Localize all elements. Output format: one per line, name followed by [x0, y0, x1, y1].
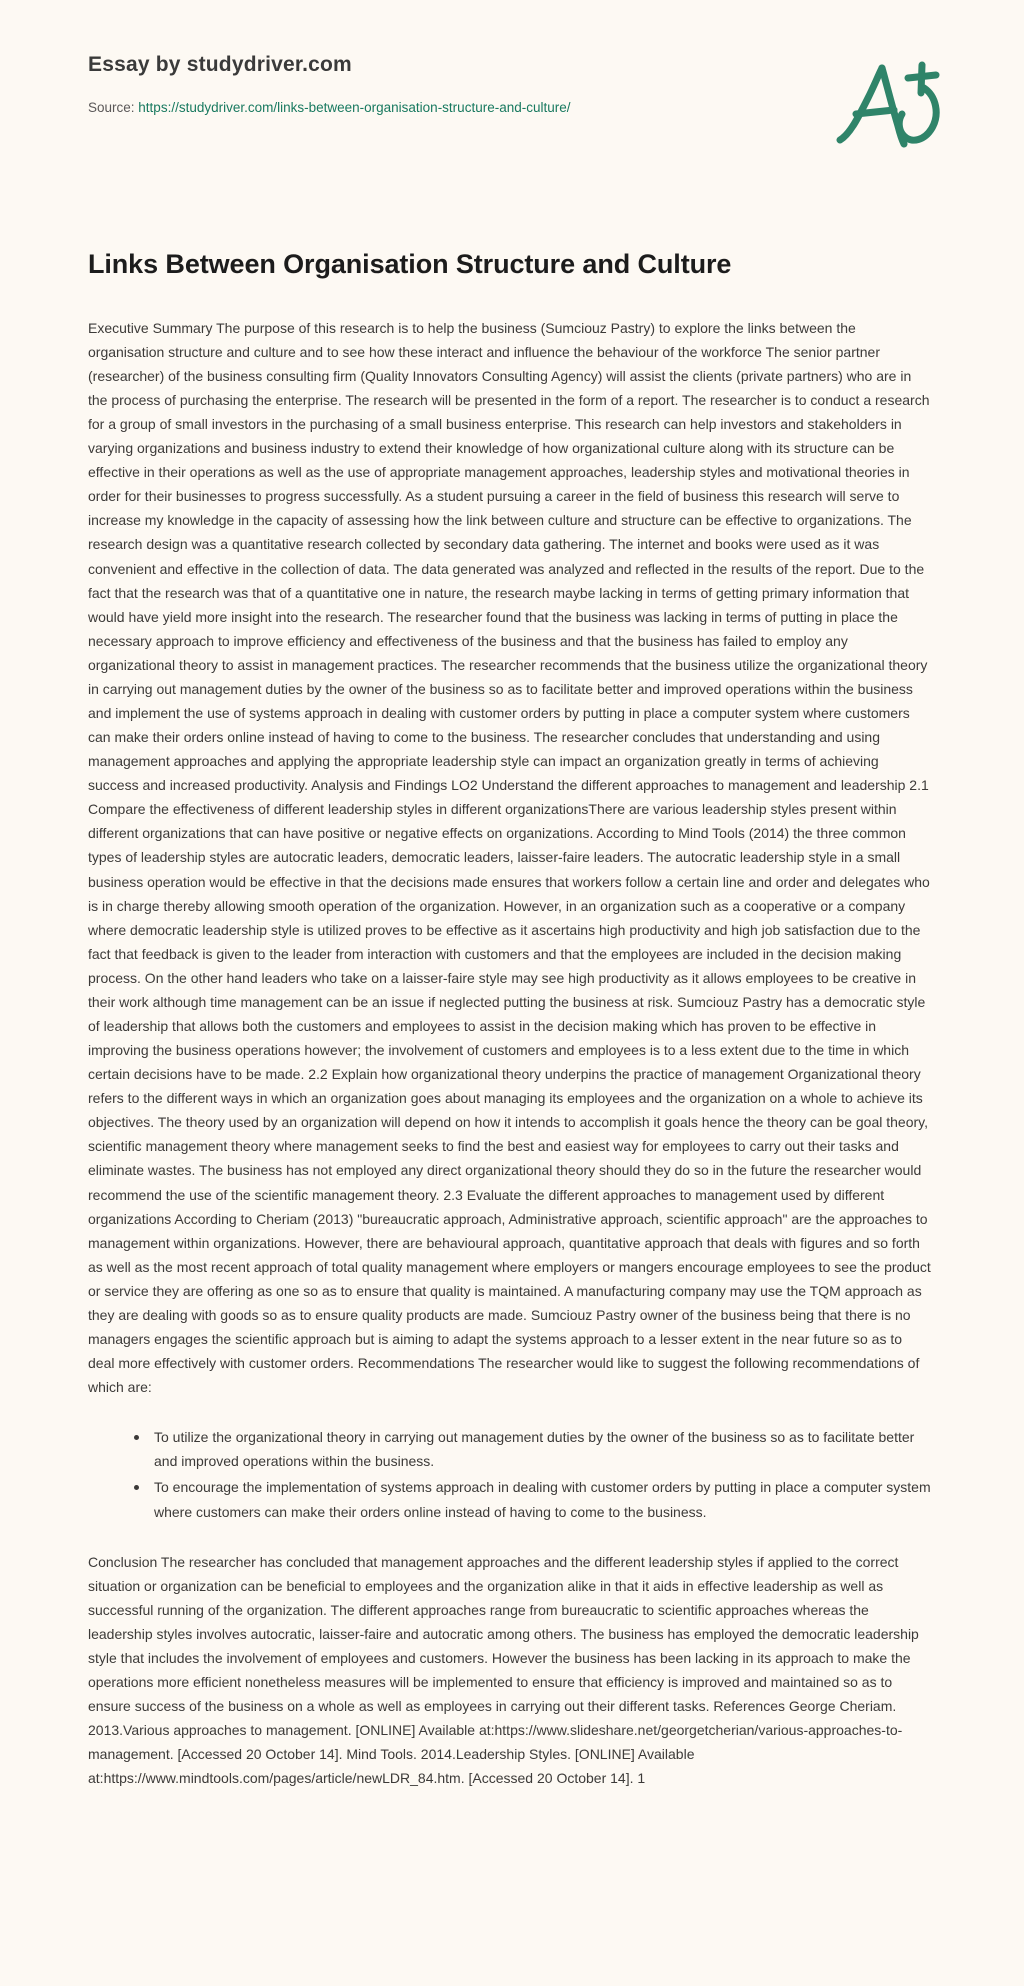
- brand-title: Essay by studydriver.com: [88, 53, 352, 76]
- source-label: Source:: [88, 100, 135, 116]
- list-item: To encourage the implementation of systems approach in dealing with customer orders by putting in place a computer system where customers can make their orders online instead of having to come to the business.: [134, 1475, 932, 1523]
- page-title: Links Between Organisation Structure and Culture: [88, 249, 732, 279]
- essay-content: [0, 248, 1024, 1830]
- source-url-link[interactable]: https://studydriver.com/links-between-organisation-structure-and-culture/: [138, 100, 571, 116]
- essay-body-paragraph: Executive Summary The purpose of this research is to help the business (Sumciouz Pastry) to explore the links between the organisation structure and culture and to see how these interact and influence the behaviour of the workforce The senior partner (researcher) of the business consulting firm (Quality Innovators Consulting Agency) will assist the clients (private partners) who are in the process of purchasing the enterprise. The research will be presented in the form of a report. The researcher is to conduct a research for a group of small investors in the purchasing of a small business enterprise. This research can help investors and stakeholders in varying organizations and business industry to extend their knowledge of how organizational culture along with its structure can be effective in their operations as well as the use of appropriate management approaches, leadership styles and motivational theories in order for their businesses to progress successfully. As a student pursuing a career in the field of business this research will serve to increase my knowledge in the capacity of assessing how the link between culture and structure can be effective to organizations. The research design was a quantitative research collected by secondary data gathering. The internet and books were used as it was convenient and effective in the collection of data. The data generated was analyzed and reflected in the results of the report. Due to the fact that the research was that of a quantitative one in nature, the research maybe lacking in terms of getting primary information that would have yield more insight into the research. The researcher found that the business was lacking in terms of putting in place the necessary approach to improve efficiency and effectiveness of the business and that the business has failed to employ any organizational theory to assist in management practices. The researcher recommends that the business utilize the organizational theory in carrying out management duties by the owner of the business so as to facilitate better and improved operations within the business and implement the use of systems approach in dealing with customer orders by putting in place a computer system where customers can make their orders online instead of having to come to the business. The researcher concludes that understanding and using management approaches and applying the appropriate leadership style can impact an organization greatly in terms of achieving success and increased productivity. Analysis and Findings LO2 Understand the different approaches to management and leadership 2.1 Compare the effectiveness of different leadership styles in different organizationsThere are various leadership styles present within different organizations that can have positive or negative effects on organizations. According to Mind Tools (2014) the three common types of leadership styles are autocratic leaders, democratic leaders, laisser-faire leaders. The autocratic leadership style in a small business operation would be effective in that the decisions made ensures that workers follow a certain line and order and delegates who is in charge thereby allowing smooth operation of the organization. However, in an organization such as a cooperative or a company where democratic leadership style is utilized proves to be effective as it ascertains high productivity and high job satisfaction due to the fact that feedback is given to the leader from interaction with customers and that the employees are included in the decision making process. On the other hand leaders who take on a laisser-faire style may see high productivity as it allows employees to be creative in their work although time management can be an issue if neglected putting the business at risk. Sumciouz Pastry has a democratic style of leadership that allows both the customers and employees to assist in the decision making which has proven to be effective in improving the business operations however; the involvement of customers and employees is to a less extent due to the time in which certain decisions have to be made. 2.2 Explain how organizational theory underpins the practice of management Organizational theory refers to the different ways in which an organization goes about managing its employees and the organization on a whole to achieve its objectives. The theory used by an organization will depend on how it intends to accomplish it goals hence the theory can be goal theory, scientific management theory where management seeks to find the best and easiest way for employees to carry out their tasks and eliminate wastes. The business has not employed any direct organizational theory should they do so in the future the researcher would recommend the use of the scientific management theory. 2.3 Evaluate the different approaches to management used by different organizations According to Cheriam (2013) "bureaucratic approach, Administrative approach, scientific approach" are the approaches to management within organizations. However, there are behavioural approach, quantitative approach that deals with figures and so forth as well as the most recent approach of total quality management where employers or mangers encourage employees to see the product or service they are offering as one so as to ensure that quality is maintained. A manufacturing company may use the TQM approach as they are dealing with goods so as to ensure quality products are made. Sumciouz Pastry owner of the business being that there is no managers engages the scientific approach but is aiming to adapt the systems approach to a lesser extent in the near future so as to deal more effectively with customer orders. Recommendations The researcher would like to suggest the following recommendations of which are:: [88, 319, 931, 1396]
- conclusion-and-references-paragraph: Conclusion The researcher has concluded that management approaches and the different leadership styles if applied to the correct situation or organization can be beneficial to employees and the organization alike in that it aids in effective leadership as well as successful running of the organization. The different approaches range from bureaucratic to scientific approaches whereas the leadership styles involves autocratic, laisser-faire and autocratic among others. The business has employed the democratic leadership style that includes the involvement of employees and customers. However the business has been lacking in its approach to make the operations more efficient nonetheless measures will be implemented to ensure that efficiency is improved and maintained so as to ensure success of the business on a whole as well as employees in carrying out their different tasks. References George Cheriam. 2013.Various approaches to management. [ONLINE] Available at:https://www.slideshare.net/georgetcherian/various-approaches-to-management. [Accessed 20 October 14]. Mind Tools. 2014.Leadership Styles. [ONLINE] Available at:https://www.mindtools.com/pages/article/newLDR_84.htm. [Accessed 20 October 14]. 1: [88, 1553, 919, 1787]
- recommendations-list: [88, 1425, 932, 1523]
- a-plus-logo-icon: [832, 48, 952, 158]
- page-header: [0, 0, 1024, 170]
- source-line: [88, 99, 952, 117]
- list-item: To utilize the organizational theory in carrying out management duties by the owner of the business so as to facilitate better and improved operations within the business.: [134, 1425, 932, 1473]
